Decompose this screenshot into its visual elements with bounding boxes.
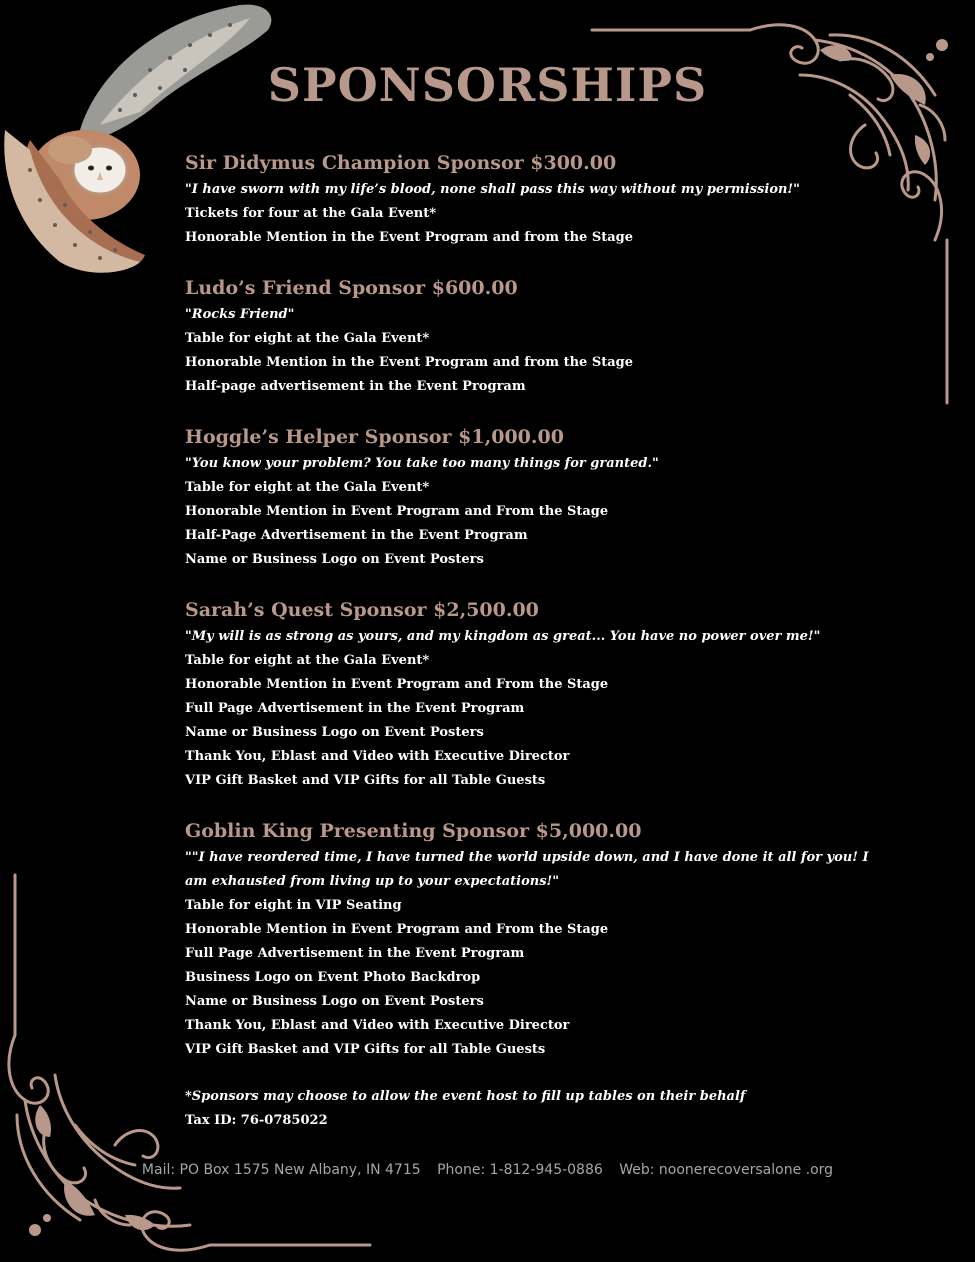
tier-goblin-king [185,816,875,1062]
tier-quote: ""I have reordered time, I have turned the world upside down, and I have done it all for you! I am exhausted from living up to your expectations!" [185,850,869,889]
benefit-item: Honorable Mention in Event Program and From the Stage [185,677,609,692]
benefit-item: Honorable Mention in Event Program and From the Stage [185,504,609,519]
notes [185,1085,875,1133]
footer-mail: Mail: PO Box 1575 New Albany, IN 4715 [141,1162,421,1178]
footer-web[interactable]: Web: noonerecoversalone .org [619,1162,834,1178]
tier-quote: "Rocks Friend" [185,307,295,322]
benefit-item: VIP Gift Basket and VIP Gifts for all Table Guests [185,773,546,788]
tier-quote: "You know your problem? You take too many things for granted." [185,456,659,471]
sponsor-disclaimer: *Sponsors may choose to allow the event host to fill up tables on their behalf [185,1089,746,1104]
tier-quote: "I have sworn with my life’s blood, none shall pass this way without my permission!" [185,182,800,197]
benefit-item: Name or Business Logo on Event Posters [185,994,484,1009]
tier-quote: "My will is as strong as yours, and my kingdom as great... You have no power over me!" [185,629,821,644]
tier-benefits [185,327,875,399]
tier-heading: Hoggle’s Helper Sponsor $1,000.00 [185,426,564,448]
tier-heading: Ludo’s Friend Sponsor $600.00 [185,277,518,299]
tier-heading: Sarah’s Quest Sponsor $2,500.00 [185,599,539,621]
sponsorship-tiers [185,148,875,1133]
benefit-item: Table for eight in VIP Seating [185,898,402,913]
tier-benefits [185,202,875,250]
benefit-item: Name or Business Logo on Event Posters [185,552,484,567]
page-title: SPONSORSHIPS [267,58,708,112]
benefit-item: Half-page advertisement in the Event Program [185,379,526,394]
benefit-item: Honorable Mention in Event Program and From the Stage [185,922,609,937]
benefit-item: Thank You, Eblast and Video with Executive Director [185,749,570,764]
benefit-item: Full Page Advertisement in the Event Program [185,701,525,716]
benefit-item: Table for eight at the Gala Event* [185,653,430,668]
footer-contact [0,1162,975,1178]
benefit-item: Tickets for four at the Gala Event* [185,206,436,221]
tier-sarahs-quest [185,595,875,793]
tier-ludos-friend [185,273,875,399]
benefit-item: Table for eight at the Gala Event* [185,480,430,495]
tax-id: Tax ID: 76-0785022 [185,1113,328,1128]
footer-phone: Phone: 1-812-945-0886 [437,1162,603,1178]
benefit-item: VIP Gift Basket and VIP Gifts for all Table Guests [185,1042,546,1057]
benefit-item: Half-Page Advertisement in the Event Program [185,528,528,543]
benefit-item: Honorable Mention in the Event Program and from the Stage [185,230,634,245]
benefit-item: Table for eight at the Gala Event* [185,331,430,346]
tier-heading: Goblin King Presenting Sponsor $5,000.00 [185,820,642,842]
benefit-item: Full Page Advertisement in the Event Program [185,946,525,961]
tier-hoggles-helper [185,422,875,572]
benefit-item: Thank You, Eblast and Video with Executive Director [185,1018,570,1033]
tier-sir-didymus [185,148,875,250]
tier-benefits [185,476,875,572]
benefit-item: Honorable Mention in the Event Program and from the Stage [185,355,634,370]
tier-heading: Sir Didymus Champion Sponsor $300.00 [185,152,617,174]
benefit-item: Business Logo on Event Photo Backdrop [185,970,481,985]
tier-benefits [185,649,875,793]
benefit-item: Name or Business Logo on Event Posters [185,725,484,740]
tier-benefits [185,894,875,1062]
